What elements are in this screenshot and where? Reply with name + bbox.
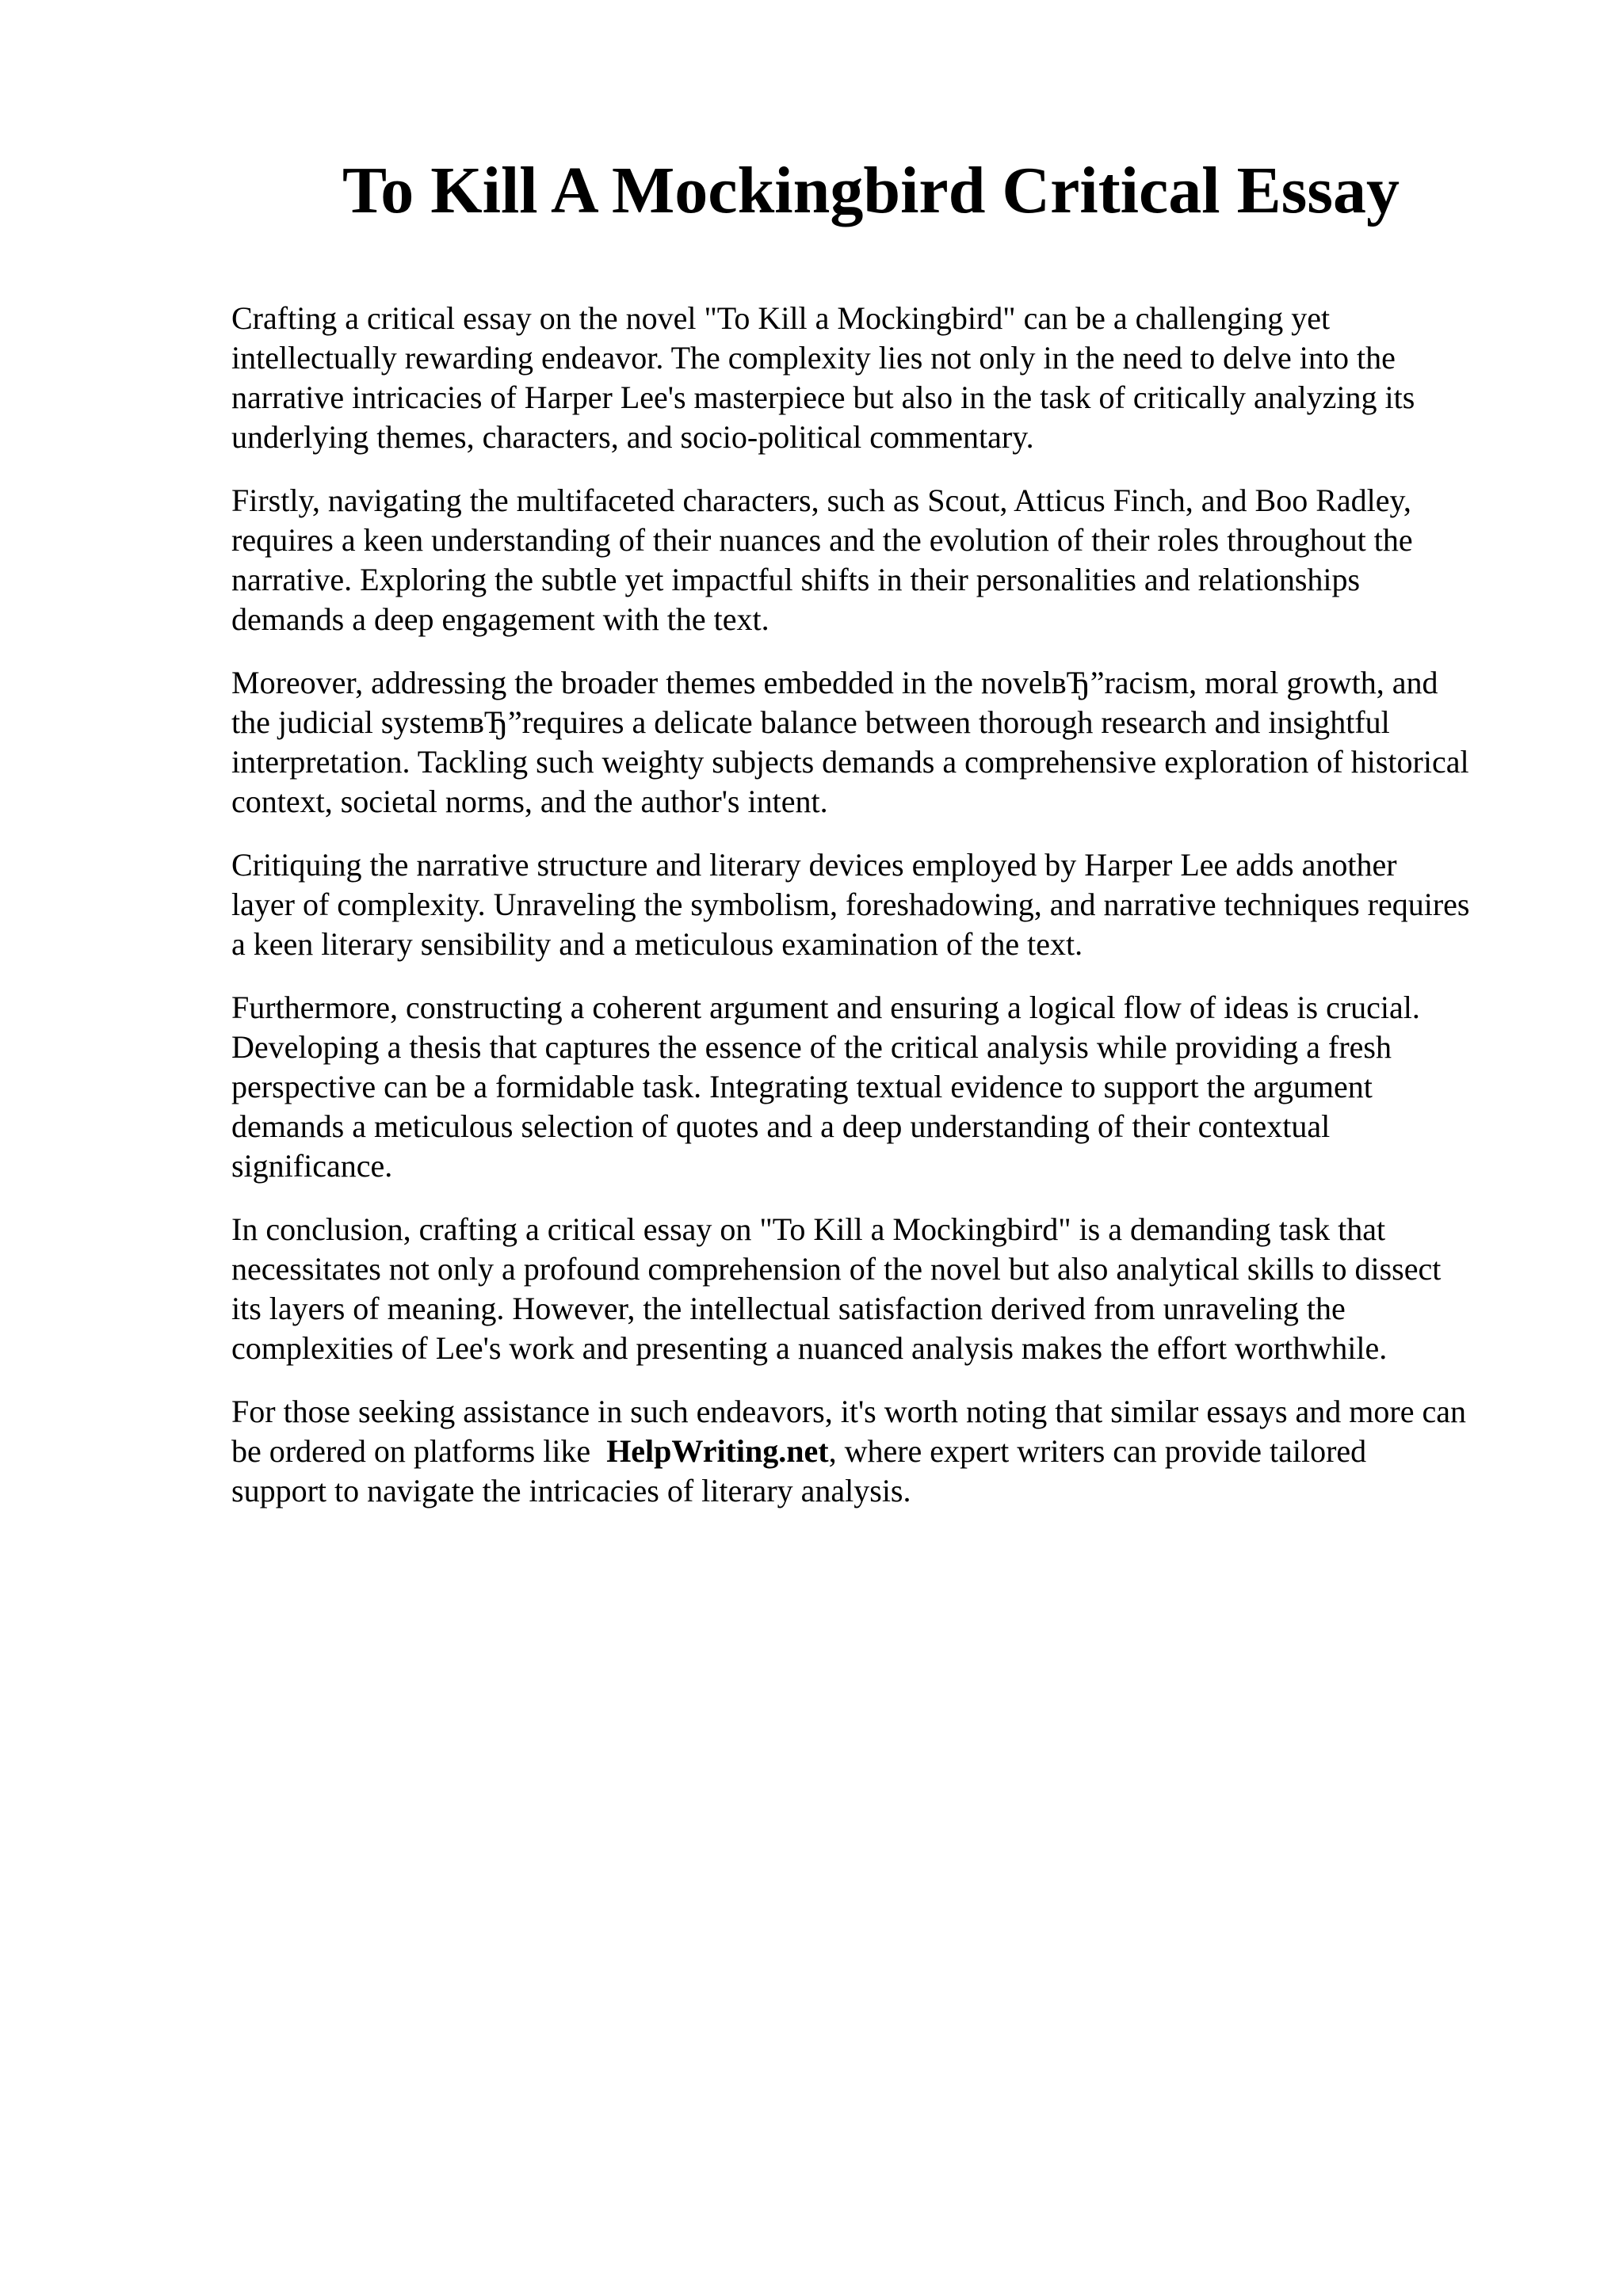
paragraph-line: significance. xyxy=(231,1148,393,1184)
essay-paragraph xyxy=(231,988,1531,1186)
paragraph-list xyxy=(231,299,1531,1368)
essay-paragraph xyxy=(231,845,1531,964)
final-paragraph xyxy=(231,1392,1531,1511)
paragraph-line: complexities of Lee's work and presenting a nuanced analysis makes the effort worthwhile. xyxy=(231,1330,1388,1366)
paragraph-line: intellectually rewarding endeavor. The complexity lies not only in the need to delve into the xyxy=(231,340,1396,376)
paragraph-line: Furthermore, constructing a coherent argument and ensuring a logical flow of ideas is crucial. xyxy=(231,990,1420,1025)
paragraph-line: interpretation. Tackling such weighty subjects demands a comprehensive exploration of historical xyxy=(231,744,1469,780)
paragraph-line: demands a deep engagement with the text. xyxy=(231,601,769,637)
final-line-2-before: be ordered on platforms like xyxy=(231,1433,599,1469)
final-line-2-after: , where expert writers can provide tailored xyxy=(828,1433,1367,1469)
essay-paragraph xyxy=(231,481,1531,639)
helpwriting-link[interactable]: HelpWriting.net xyxy=(606,1433,829,1469)
page-title: To Kill A Mockingbird Critical Essay xyxy=(342,154,1400,227)
paragraph-line: Moreover, addressing the broader themes embedded in the novelвЂ”racism, moral growth, and xyxy=(231,665,1438,700)
paragraph-line: demands a meticulous selection of quotes and a deep understanding of their contextual xyxy=(231,1108,1331,1144)
paragraph-line: Firstly, navigating the multifaceted characters, such as Scout, Atticus Finch, and Boo Radley, xyxy=(231,482,1411,518)
paragraph-line: its layers of meaning. However, the intellectual satisfaction derived from unraveling the xyxy=(231,1291,1346,1326)
paragraph-line: Critiquing the narrative structure and literary devices employed by Harper Lee adds another xyxy=(231,847,1397,883)
paragraph-line: underlying themes, characters, and socio-political commentary. xyxy=(231,419,1034,455)
paragraph-line: narrative intricacies of Harper Lee's masterpiece but also in the task of critically analyzing its xyxy=(231,379,1415,415)
final-paragraph-line-2 xyxy=(231,1432,1531,1471)
paragraph-line: perspective can be a formidable task. Integrating textual evidence to support the argument xyxy=(231,1069,1373,1104)
paragraph-line: narrative. Exploring the subtle yet impactful shifts in their personalities and relationships xyxy=(231,562,1361,597)
final-paragraph-line-1: For those seeking assistance in such endeavors, it's worth noting that similar essays and more can xyxy=(231,1394,1466,1429)
paragraph-line: Developing a thesis that captures the essence of the critical analysis while providing a fresh xyxy=(231,1029,1392,1065)
paragraph-line: a keen literary sensibility and a meticulous examination of the text. xyxy=(231,926,1083,962)
paragraph-line: requires a keen understanding of their nuances and the evolution of their roles throughout the xyxy=(231,522,1413,558)
final-paragraph-line-3: support to navigate the intricacies of literary analysis. xyxy=(231,1473,911,1508)
essay-paragraph xyxy=(231,1210,1531,1368)
paragraph-line: Crafting a critical essay on the novel "To Kill a Mockingbird" can be a challenging yet xyxy=(231,300,1331,336)
essay-paragraph xyxy=(231,299,1531,457)
essay-body xyxy=(231,299,1531,1535)
paragraph-line: layer of complexity. Unraveling the symbolism, foreshadowing, and narrative techniques requires xyxy=(231,887,1470,922)
paragraph-line: In conclusion, crafting a critical essay on "To Kill a Mockingbird" is a demanding task that xyxy=(231,1211,1386,1247)
paragraph-line: context, societal norms, and the author's intent. xyxy=(231,784,828,819)
essay-paragraph xyxy=(231,663,1531,822)
paragraph-line: necessitates not only a profound comprehension of the novel but also analytical skills to dissect xyxy=(231,1251,1442,1287)
paragraph-line: the judicial systemвЂ”requires a delicate balance between thorough research and insightful xyxy=(231,704,1390,740)
